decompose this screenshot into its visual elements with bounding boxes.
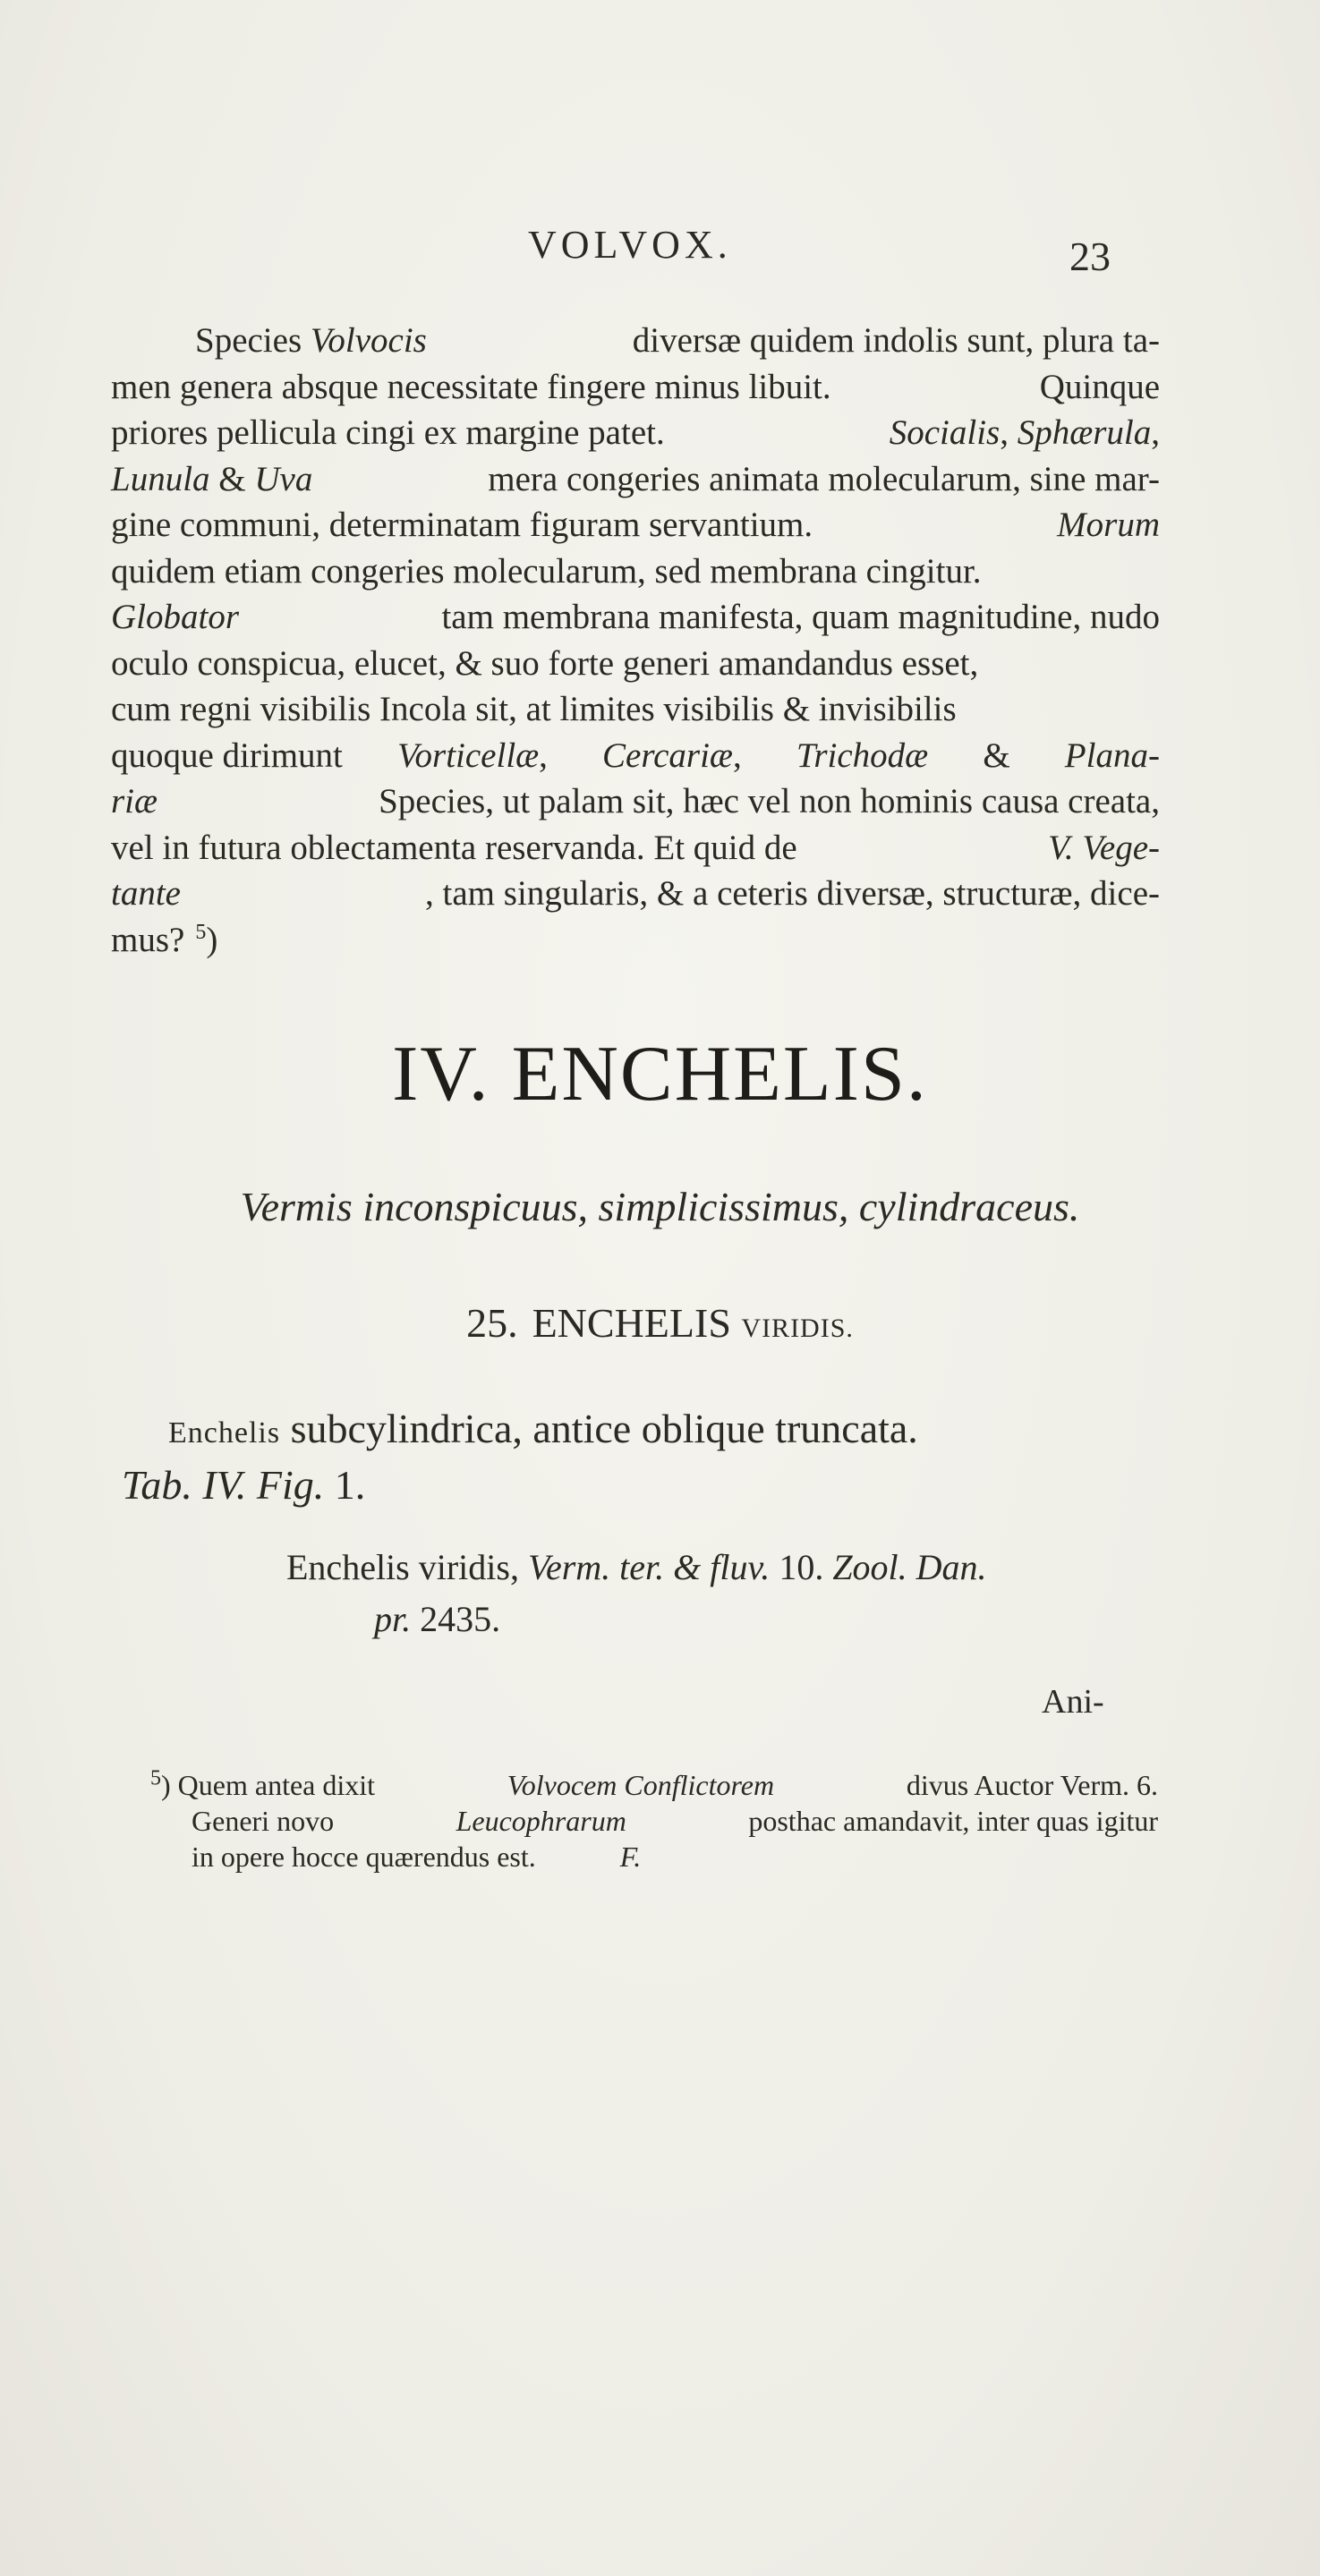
synonym-source-2: Zool. Dan. (832, 1547, 987, 1587)
species-epithet: VIRIDIS. (741, 1314, 854, 1343)
species-description (122, 1403, 1160, 1511)
body-paragraph (111, 318, 1160, 963)
text-line: gine communi, determinatam figuram servantium. Morum (111, 506, 1160, 544)
synonym-number: 10. (779, 1547, 824, 1587)
footnote-mark: 5 (195, 920, 207, 944)
footnote-number: 5 (150, 1766, 161, 1790)
synonym-name: Enchelis viridis, (286, 1547, 519, 1587)
footnote-line: Generi novo Leucophrarum posthac amandavit, inter quas igitur (192, 1805, 1158, 1837)
species-genus: ENCHELIS (532, 1300, 731, 1346)
text-line: mus? $^5$) (111, 920, 218, 959)
running-head (0, 222, 1320, 279)
text-line: oculo conspicua, elucet, & suo forte generi amandandus esset, (111, 643, 979, 683)
figure-number: 1. (334, 1462, 366, 1508)
genus-diagnosis: Vermis inconspicuus, simplicissimus, cylindraceus. (240, 1184, 1080, 1229)
text-line: Species Volvocis diversæ quidem indolis sunt, plura ta- (195, 321, 1160, 360)
text-line: vel in futura oblectamenta reservanda. Et quid de V. Vege- (111, 828, 1160, 867)
text-line: riæ Species, ut palam sit, hæc vel non hominis causa creata, (111, 782, 1160, 820)
figure-reference: Tab. IV. Fig. (122, 1462, 325, 1508)
text-line: priores pellicula cingi ex margine patet. Socialis, Sphærula, (111, 413, 1160, 452)
text-line: quoque dirimunt Vorticellæ, Cercariæ, Trichodæ & Plana- (111, 735, 1160, 775)
synonym-source: Verm. ter. & fluv. (527, 1547, 771, 1587)
section-heading: IV. ENCHELIS. (392, 1031, 928, 1118)
text-line: tante , tam singularis, & a ceteris diversæ, structuræ, dice- (111, 874, 1160, 913)
text-line: Lunula & Uva mera congeries animata molecularum, sine mar- (111, 459, 1160, 498)
species-number: 25. (466, 1300, 518, 1346)
footnote-line: in opere hocce quærendus est. F. (192, 1841, 642, 1873)
description-text: subcylindrica, antice oblique truncata. (290, 1406, 918, 1451)
footnote-line: $^5$) Quem antea dixit Volvocem Conflictorem divus Auctor Verm. 6. (150, 1766, 1158, 1801)
synonymy (286, 1542, 1163, 1645)
synonym-pr-number: 2435. (420, 1599, 501, 1639)
footnote (150, 1767, 1158, 1875)
text-line: men genera absque necessitate fingere minus libuit. Quinque (111, 367, 1160, 406)
catchword: Ani- (1042, 1683, 1104, 1721)
page-number: 23 (1069, 234, 1111, 279)
text-line: cum regni visibilis Incola sit, at limites visibilis & invisibilis (111, 690, 957, 728)
text-line: quidem etiam congeries molecularum, sed membrana cingitur. (111, 551, 982, 591)
running-title: VOLVOX. (528, 223, 732, 267)
species-heading (0, 1299, 1320, 1347)
description-lead: Enchelis (168, 1416, 281, 1450)
text-line: Globator tam membrana manifesta, quam magnitudine, nudo (111, 598, 1160, 636)
synonym-pr: pr. (374, 1599, 412, 1639)
